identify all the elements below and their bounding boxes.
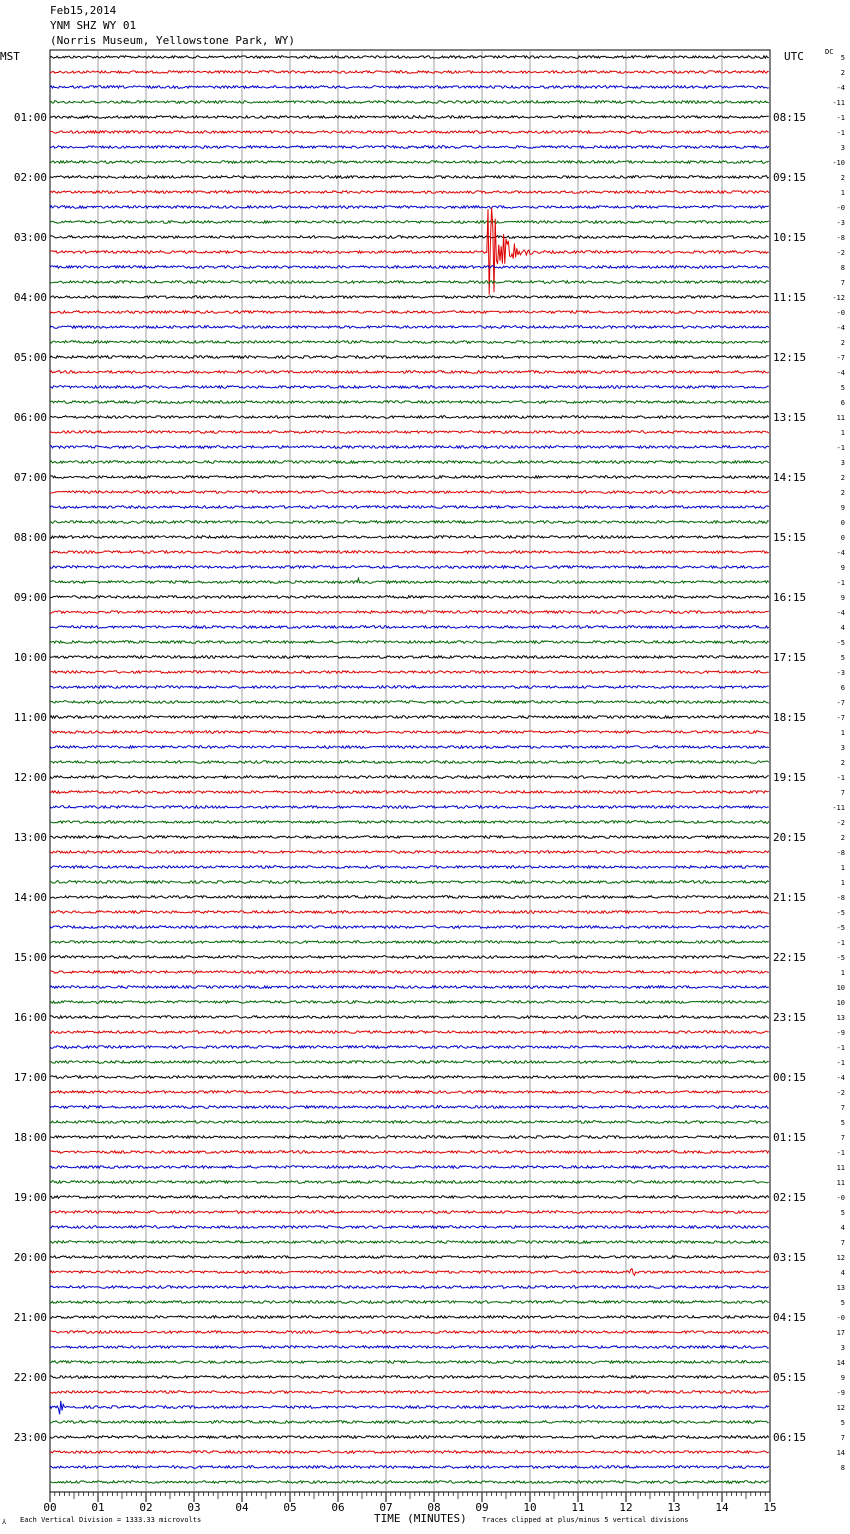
x-tick-label: 01 [91,1501,105,1514]
trace-row-4 [50,116,769,119]
utc-hour-label: 13:15 [773,411,807,424]
dc-offset-label: 10 [836,999,845,1007]
trace-row-48 [50,776,769,779]
mst-hour-label: 17:00 [13,1071,47,1084]
dc-offset-label: 2 [840,474,845,482]
dc-offset-label: -4 [836,609,845,617]
utc-axis-title: UTC [784,50,804,63]
trace-row-73 [50,1151,769,1154]
mst-hour-label: 14:00 [13,891,47,904]
trace-row-69 [50,1091,769,1094]
mst-hour-label: 16:00 [13,1011,47,1024]
utc-hour-label: 18:15 [773,711,807,724]
dc-offset-label: -8 [836,234,845,242]
dc-offset-label: 14 [836,1359,845,1367]
dc-offset-label: 1 [840,729,845,737]
dc-offset-label: 4 [840,1269,845,1277]
trace-row-11 [50,221,769,224]
dc-offset-label: -11 [832,804,845,812]
trace-row-65 [50,1031,769,1034]
dc-offset-label: 7 [840,1134,845,1142]
mst-hour-label: 13:00 [13,831,47,844]
trace-row-59 [50,941,769,944]
dc-offset-label: 6 [840,684,845,692]
dc-offset-label: 13 [836,1284,845,1292]
x-tick-label: 13 [667,1501,681,1514]
trace-row-27 [50,461,769,464]
dc-offset-label: 11 [836,1164,845,1172]
trace-row-94 [50,1466,769,1469]
trace-row-3 [50,101,769,104]
x-axis-label: TIME (MINUTES) [374,1512,467,1525]
trace-row-14 [50,266,769,269]
dc-offset-label: 0 [840,534,845,542]
dc-offset-label: -4 [836,84,845,92]
dc-offset-label: 7 [840,1104,845,1112]
dc-offset-label: -8 [836,849,845,857]
trace-row-72 [50,1136,769,1139]
dc-offset-label: -2 [836,819,845,827]
dc-offset-label: 5 [840,654,845,662]
trace-row-32 [50,536,769,539]
dc-offset-label: -1 [836,114,845,122]
mst-hour-label: 18:00 [13,1131,47,1144]
trace-row-33 [50,551,769,554]
dc-offset-label: -0 [836,1314,845,1322]
dc-offset-label: -1 [836,1044,845,1052]
dc-offset-label: 9 [840,564,845,572]
utc-hour-label: 11:15 [773,291,807,304]
trace-row-83 [50,1301,769,1304]
dc-offset-label: -11 [832,99,845,107]
mst-hour-label: 22:00 [13,1371,47,1384]
utc-hour-label: 17:15 [773,651,807,664]
dc-offset-label: 12 [836,1404,845,1412]
dc-offset-label: -1 [836,774,845,782]
mst-axis-title: MST [0,50,20,63]
dc-offset-label: 7 [840,1239,845,1247]
dc-offset-label: -4 [836,369,845,377]
trace-row-17 [50,311,769,314]
dc-offset-label: 7 [840,279,845,287]
x-tick-label: 03 [187,1501,201,1514]
trace-row-86 [50,1346,769,1349]
dc-offset-label: -4 [836,549,845,557]
header-location: (Norris Museum, Yellowstone Park, WY) [50,34,296,47]
header-date: Feb15,2014 [50,4,117,17]
dc-offset-label: 5 [840,54,845,62]
trace-row-52 [50,836,769,839]
trace-row-88 [50,1376,769,1379]
dc-offset-label: 11 [836,1179,845,1187]
trace-row-85 [50,1331,769,1334]
trace-row-81 [50,1269,769,1276]
mst-hour-label: 06:00 [13,411,47,424]
utc-hour-label: 09:15 [773,171,807,184]
dc-offset-label: -1 [836,1059,845,1067]
trace-row-55 [50,881,769,884]
trace-row-47 [50,761,769,764]
dc-offset-label: 2 [840,174,845,182]
trace-row-31 [50,521,769,524]
dc-offset-label: 5 [840,384,845,392]
utc-hour-label: 08:15 [773,111,807,124]
dc-offset-label: 3 [840,1344,845,1352]
dc-offset-label: 2 [840,489,845,497]
utc-hour-label: 14:15 [773,471,807,484]
trace-row-53 [50,851,769,854]
trace-row-5 [50,131,769,134]
dc-offset-label: -1 [836,579,845,587]
dc-offset-label: 8 [840,1464,845,1472]
trace-row-64 [50,1016,769,1019]
trace-row-57 [50,911,769,914]
trace-row-42 [50,686,769,689]
dc-offset-label: 8 [840,264,845,272]
dc-offset-label: 3 [840,744,845,752]
dc-offset-label: 2 [840,69,845,77]
dc-offset-label: 5 [840,1209,845,1217]
trace-row-12 [50,236,769,239]
mst-hour-label: 19:00 [13,1191,47,1204]
trace-row-71 [50,1121,769,1124]
trace-row-1 [50,71,769,74]
dc-offset-label: 5 [840,1419,845,1427]
trace-row-93 [50,1451,769,1454]
trace-row-90 [50,1401,769,1414]
dc-offset-label: 17 [836,1329,845,1337]
mst-hour-label: 21:00 [13,1311,47,1324]
trace-row-35 [50,578,769,583]
utc-hour-label: 03:15 [773,1251,807,1264]
trace-row-43 [50,701,769,704]
dc-offset-label: 1 [840,969,845,977]
utc-hour-label: 16:15 [773,591,807,604]
trace-row-62 [50,986,769,989]
utc-hour-label: 22:15 [773,951,807,964]
mst-hour-label: 05:00 [13,351,47,364]
dc-offset-label: -2 [836,1089,845,1097]
utc-hour-label: 23:15 [773,1011,807,1024]
footer-mark: ⅄ [2,1518,7,1526]
trace-row-49 [50,791,769,794]
utc-hour-label: 02:15 [773,1191,807,1204]
trace-row-91 [50,1421,769,1424]
trace-row-68 [50,1076,769,1079]
dc-offset-label: -4 [836,1074,845,1082]
dc-offset-label: -12 [832,294,845,302]
dc-offset-label: 6 [840,399,845,407]
dc-offset-label: 14 [836,1449,845,1457]
x-tick-label: 15 [763,1501,777,1514]
mst-hour-label: 07:00 [13,471,47,484]
trace-row-28 [50,476,769,479]
trace-row-79 [50,1241,769,1244]
dc-offset-label: -7 [836,699,845,707]
x-tick-label: 11 [571,1501,585,1514]
trace-row-26 [50,446,769,449]
dc-offset-label: 10 [836,984,845,992]
x-tick-label: 00 [43,1501,57,1514]
footer-clip-note: Traces clipped at plus/minus 5 vertical divisions [482,1516,689,1524]
dc-offset-label: -9 [836,1029,845,1037]
dc-offset-label: -5 [836,909,845,917]
x-tick-label: 08 [427,1501,441,1514]
dc-column-title: DC [825,48,834,56]
trace-row-41 [50,671,769,674]
dc-offset-label: -7 [836,354,845,362]
dc-offset-label: 2 [840,339,845,347]
trace-row-39 [50,641,769,644]
trace-row-0 [50,56,769,59]
trace-row-30 [50,506,769,509]
x-tick-label: 07 [379,1501,393,1514]
dc-offset-label: 0 [840,519,845,527]
x-tick-label: 12 [619,1501,633,1514]
mst-hour-label: 23:00 [13,1431,47,1444]
trace-row-44 [50,716,769,719]
trace-row-50 [50,806,769,809]
dc-offset-label: -1 [836,939,845,947]
dc-offset-label: -10 [832,159,845,167]
dc-offset-label: -3 [836,219,845,227]
x-tick-label: 10 [523,1501,537,1514]
trace-row-29 [50,491,769,494]
dc-offset-label: -4 [836,324,845,332]
trace-row-19 [50,341,769,344]
dc-offset-label: 3 [840,459,845,467]
trace-row-7 [50,161,769,164]
mst-hour-label: 08:00 [13,531,47,544]
utc-hour-label: 10:15 [773,231,807,244]
dc-offset-label: 7 [840,789,845,797]
dc-offset-label: 9 [840,594,845,602]
dc-offset-label: -8 [836,894,845,902]
mst-hour-label: 03:00 [13,231,47,244]
trace-row-16 [50,296,769,299]
trace-row-45 [50,731,769,734]
dc-offset-label: -5 [836,954,845,962]
dc-offset-label: 1 [840,879,845,887]
trace-row-8 [50,176,769,179]
utc-hour-label: 20:15 [773,831,807,844]
trace-row-46 [50,746,769,749]
dc-offset-label: 5 [840,1119,845,1127]
dc-offset-label: -5 [836,924,845,932]
x-tick-label: 04 [235,1501,249,1514]
trace-row-54 [50,866,769,869]
trace-row-9 [50,191,769,194]
dc-offset-label: -2 [836,249,845,257]
mst-hour-label: 12:00 [13,771,47,784]
trace-row-15 [50,281,769,284]
utc-hour-label: 19:15 [773,771,807,784]
dc-offset-label: 5 [840,1299,845,1307]
trace-row-82 [50,1286,769,1289]
dc-offset-label: 2 [840,759,845,767]
trace-row-37 [50,611,769,614]
dc-offset-label: 4 [840,1224,845,1232]
utc-hour-label: 05:15 [773,1371,807,1384]
dc-offset-label: -0 [836,309,845,317]
trace-row-63 [50,1001,769,1004]
trace-row-23 [50,401,769,404]
mst-hour-label: 09:00 [13,591,47,604]
trace-row-10 [50,206,769,209]
dc-offset-label: 1 [840,189,845,197]
trace-row-58 [50,926,769,929]
dc-offset-label: 9 [840,1374,845,1382]
mst-hour-label: 01:00 [13,111,47,124]
trace-row-18 [50,326,769,329]
dc-offset-label: 2 [840,834,845,842]
utc-hour-label: 04:15 [773,1311,807,1324]
trace-row-38 [50,626,769,629]
trace-row-77 [50,1211,769,1214]
dc-offset-label: 1 [840,864,845,872]
trace-row-34 [50,566,769,569]
trace-row-25 [50,431,769,434]
trace-row-87 [50,1361,769,1364]
header-station: YNM SHZ WY 01 [50,19,137,32]
trace-row-6 [50,146,769,149]
trace-row-76 [50,1196,769,1199]
trace-row-51 [50,821,769,824]
utc-hour-label: 12:15 [773,351,807,364]
trace-row-67 [50,1061,769,1064]
trace-row-61 [50,971,769,974]
mst-hour-label: 11:00 [13,711,47,724]
trace-row-24 [50,416,769,419]
trace-row-75 [50,1181,769,1184]
mst-hour-label: 02:00 [13,171,47,184]
dc-offset-label: -5 [836,639,845,647]
trace-row-36 [50,596,769,599]
trace-row-66 [50,1046,769,1049]
trace-row-70 [50,1106,769,1109]
dc-offset-label: 1 [840,429,845,437]
dc-offset-label: -7 [836,714,845,722]
trace-row-56 [50,896,769,899]
dc-offset-label: -9 [836,1389,845,1397]
dc-offset-label: 9 [840,504,845,512]
trace-row-20 [50,356,769,359]
dc-offset-label: 7 [840,1434,845,1442]
trace-row-84 [50,1316,769,1319]
trace-row-60 [50,956,769,959]
dc-offset-label: 12 [836,1254,845,1262]
dc-offset-label: 3 [840,144,845,152]
trace-row-89 [50,1391,769,1394]
x-tick-label: 06 [331,1501,345,1514]
trace-row-2 [50,86,769,89]
trace-row-80 [50,1256,769,1259]
dc-offset-label: -0 [836,204,845,212]
footer-scale-note: Each Vertical Division = 1333.33 microvolts [20,1516,202,1524]
dc-offset-label: -0 [836,1194,845,1202]
dc-offset-label: -1 [836,129,845,137]
utc-hour-label: 15:15 [773,531,807,544]
x-tick-label: 14 [715,1501,729,1514]
utc-hour-label: 01:15 [773,1131,807,1144]
trace-row-22 [50,386,769,389]
x-tick-label: 09 [475,1501,489,1514]
trace-row-74 [50,1166,769,1169]
trace-row-21 [50,371,769,374]
dc-offset-label: 4 [840,624,845,632]
x-tick-label: 05 [283,1501,297,1514]
dc-offset-label: 13 [836,1014,845,1022]
trace-row-40 [50,656,769,659]
mst-hour-label: 04:00 [13,291,47,304]
dc-offset-label: 11 [836,414,845,422]
dc-offset-label: -1 [836,444,845,452]
dc-offset-label: -1 [836,1149,845,1157]
utc-hour-label: 00:15 [773,1071,807,1084]
trace-row-78 [50,1226,769,1229]
trace-row-92 [50,1436,769,1439]
mst-hour-label: 20:00 [13,1251,47,1264]
dc-offset-label: -3 [836,669,845,677]
mst-hour-label: 15:00 [13,951,47,964]
trace-row-95 [50,1481,769,1484]
utc-hour-label: 21:15 [773,891,807,904]
mst-hour-label: 10:00 [13,651,47,664]
x-tick-label: 02 [139,1501,153,1514]
utc-hour-label: 06:15 [773,1431,807,1444]
